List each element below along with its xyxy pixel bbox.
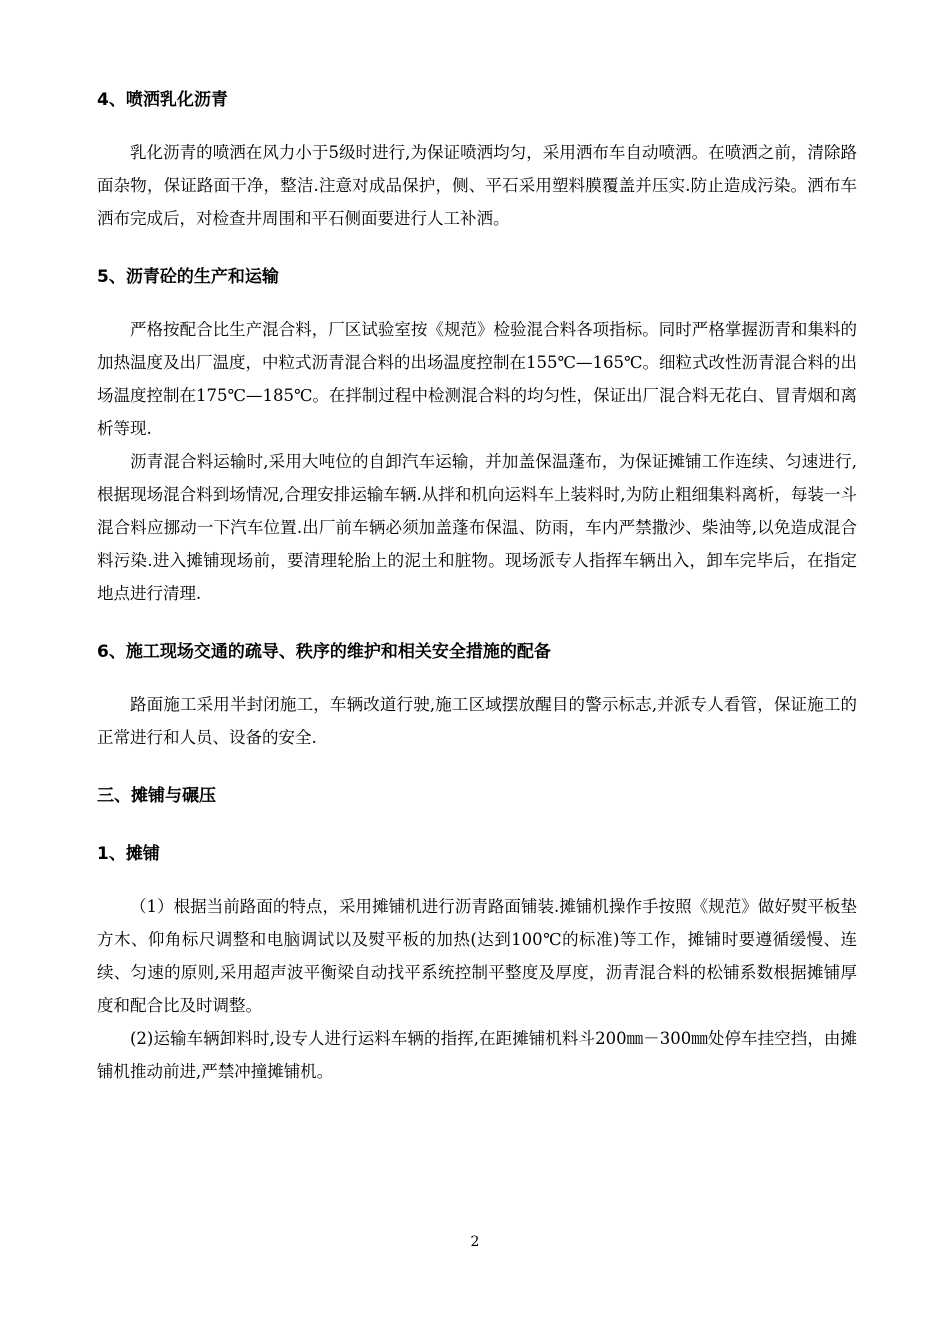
chapter-heading-3: 三、摊铺与碾压 [97, 786, 216, 806]
paragraph: 严格按配合比生产混合料，厂区试验室按《规范》检验混合料各项指标。同时严格掌握沥青和集料的加热温度及出厂温度，中粒式沥青混合料的出场温度控制在155℃—165℃。细粒式改性沥青混合料的出场温度控制在175℃—185℃。在拌制过程中检测混合料的均匀性，保证出厂混合料无花白、冒青烟和离析等现. [97, 320, 857, 438]
paragraph: 路面施工采用半封闭施工，车辆改道行驶,施工区域摆放醒目的警示标志,并派专人看管，保证施工的正常进行和人员、设备的安全. [97, 695, 857, 747]
section-heading-paving: 1、摊铺 [97, 844, 160, 864]
section-heading-5: 5、沥青砼的生产和运输 [97, 267, 279, 287]
paragraph: 乳化沥青的喷洒在风力小于5级时进行,为保证喷洒均匀，采用洒布车自动喷洒。在喷洒之前，清除路面杂物，保证路面干净，整洁.注意对成品保护，侧、平石采用塑料膜覆盖并压实.防止造成污染。洒布车洒布完成后，对检查井周围和平石侧面要进行人工补洒。 [97, 143, 857, 228]
page-number: 2 [470, 1234, 480, 1250]
section-heading-6: 6、施工现场交通的疏导、秩序的维护和相关安全措施的配备 [97, 642, 551, 662]
page-content [97, 84, 857, 1088]
paragraph: 沥青混合料运输时,采用大吨位的自卸汽车运输，并加盖保温蓬布，为保证摊铺工作连续、匀速进行,根据现场混合料到场情况,合理安排运输车辆.从拌和机向运料车上装料时,为防止粗细集料离析，每装一斗混合料应挪动一下汽车位置.出厂前车辆必须加盖蓬布保温、防雨，车内严禁撒沙、柴油等,以免造成混合料污染.进入摊铺现场前，要清理轮胎上的泥土和脏物。现场派专人指挥车辆出入，卸车完毕后，在指定地点进行清理. [97, 452, 857, 603]
section-heading-4: 4、喷洒乳化沥青 [97, 90, 228, 110]
paragraph: （1）根据当前路面的特点，采用摊铺机进行沥青路面铺装.摊铺机操作手按照《规范》做好熨平板垫方木、仰角标尺调整和电脑调试以及熨平板的加热(达到100℃的标准)等工作，摊铺时要遵循缓慢、连续、匀速的原则,采用超声波平衡梁自动找平系统控制平整度及厚度，沥青混合料的松铺系数根据摊铺厚度和配合比及时调整。 [97, 897, 857, 1015]
paragraph: (2)运输车辆卸料时,设专人进行运料车辆的指挥,在距摊铺机料斗200㎜－300㎜处停车挂空挡，由摊铺机推动前进,严禁冲撞摊铺机。 [97, 1029, 857, 1081]
